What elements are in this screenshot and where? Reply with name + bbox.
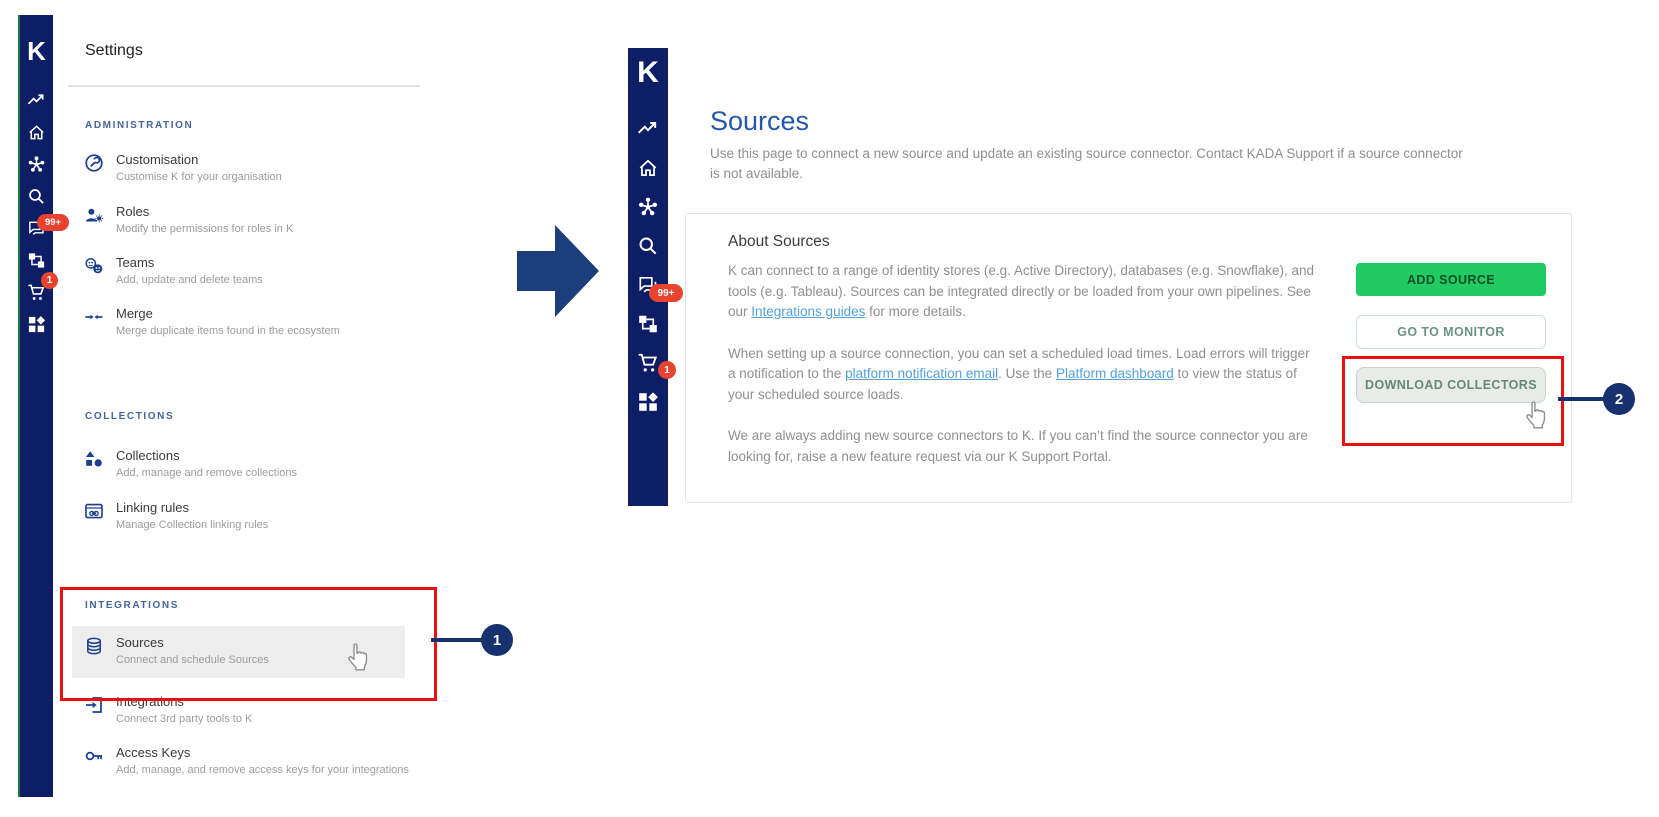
item-subtitle: Connect and schedule Sources [116, 654, 269, 666]
settings-item-access-keys[interactable] [84, 745, 424, 777]
item-title: Merge [116, 306, 153, 321]
cart-count-badge: 1 [658, 361, 676, 379]
about-paragraph-1 [728, 261, 1320, 323]
about-sources-title: About Sources [728, 233, 830, 250]
dashboard-icon [637, 391, 659, 413]
item-subtitle: Merge duplicate items found in the ecosystem [116, 325, 340, 337]
about-sources-body [728, 261, 1320, 488]
nav-trending[interactable] [637, 118, 659, 140]
home-icon [27, 123, 46, 142]
teams-icon [84, 256, 104, 276]
linking-rules-icon [84, 501, 104, 521]
settings-item-linking-rules[interactable] [84, 500, 424, 532]
p1-text-end: for more details. [865, 304, 966, 319]
p2-text: When setting up a source connection, you can set a scheduled load times. Load errors will trigger a notification to the [728, 345, 1310, 381]
p2-text-mid: . Use the [998, 366, 1056, 381]
merge-icon [84, 307, 104, 327]
nav-trending[interactable] [27, 91, 46, 110]
search-icon [637, 235, 659, 257]
chat-notification-badge: 99+ [37, 214, 69, 231]
annotation-connector-step2 [1558, 397, 1606, 401]
access-keys-icon [84, 746, 104, 766]
item-title: Teams [116, 255, 155, 270]
nav-search[interactable] [637, 235, 659, 257]
p1-text: K can connect to a range of identity stores (e.g. Active Directory), databases (e.g. Snowflake), and tools (e.g. Tableau). Sources can be integrated directly or be loaded from your own pipelines. See our [728, 263, 1315, 319]
k-logo: K [637, 56, 659, 89]
right-app-sidebar [628, 48, 668, 506]
about-paragraph-3: We are always adding new source connectors to K. If you can’t find the source connector you are looking for, raise a new feature request via our K Support Portal. [728, 428, 1308, 464]
settings-item-customisation[interactable] [84, 152, 424, 184]
item-title: Roles [116, 204, 150, 219]
item-title: Linking rules [116, 500, 189, 515]
annotation-connector-step1 [431, 638, 483, 642]
nav-cart[interactable] [637, 352, 659, 374]
dashboard-icon [27, 315, 46, 334]
settings-item-collections[interactable] [84, 448, 424, 480]
chat-notification-badge: 99+ [649, 284, 683, 302]
settings-item-roles[interactable] [84, 204, 424, 236]
search-icon [27, 187, 46, 206]
nav-home[interactable] [27, 123, 46, 142]
settings-item-teams[interactable] [84, 255, 424, 287]
item-subtitle: Add, manage, and remove access keys for your integrations [116, 764, 409, 776]
item-subtitle: Add, update and delete teams [116, 274, 263, 286]
about-paragraph-2 [728, 344, 1320, 406]
cart-count-badge: 1 [41, 272, 58, 289]
item-title: Collections [116, 448, 180, 463]
hand-cursor-step1 [344, 640, 372, 672]
sitemap-icon [637, 313, 659, 335]
sitemap-icon [27, 251, 46, 270]
nav-network[interactable] [27, 155, 46, 174]
item-subtitle: Modify the permissions for roles in K [116, 223, 294, 235]
platform-dashboard-link[interactable]: Platform dashboard [1055, 366, 1174, 381]
network-hub-icon [637, 196, 659, 218]
title-divider [68, 85, 420, 87]
collections-icon [84, 449, 104, 469]
transition-arrow-icon [515, 223, 603, 319]
network-hub-icon [27, 155, 46, 174]
home-icon [637, 157, 659, 179]
section-integrations: INTEGRATIONS [85, 600, 180, 611]
item-title: Integrations [116, 694, 184, 709]
item-subtitle: Customise K for your organisation [116, 171, 282, 183]
go-to-monitor-button[interactable]: GO TO MONITOR [1356, 315, 1546, 349]
hand-cursor-step2 [1522, 398, 1550, 430]
annotation-box-step1 [60, 587, 437, 701]
integrations-guides-link[interactable]: Integrations guides [751, 304, 866, 319]
k-logo: K [27, 36, 46, 66]
nav-sitemap[interactable] [27, 251, 46, 270]
sources-page-title: Sources [710, 106, 810, 136]
cart-icon [637, 352, 659, 374]
add-source-button[interactable]: ADD SOURCE [1356, 263, 1546, 296]
download-collectors-button[interactable]: DOWNLOAD COLLECTORS [1356, 367, 1546, 403]
nav-home[interactable] [637, 157, 659, 179]
nav-sitemap[interactable] [637, 313, 659, 335]
trending-up-icon [637, 118, 659, 140]
nav-search[interactable] [27, 187, 46, 206]
settings-page-title: Settings [85, 42, 143, 59]
platform-notification-email-link[interactable]: platform notification email [845, 366, 999, 381]
nav-dashboard[interactable] [637, 391, 659, 413]
item-title: Sources [116, 635, 164, 650]
annotation-badge-step1: 1 [481, 624, 513, 656]
nav-dashboard[interactable] [27, 315, 46, 334]
sources-page-subtitle: Use this page to connect a new source and update an existing source connector. Contact KADA Support if a source connector is not available. [710, 146, 1463, 181]
left-app-sidebar [18, 15, 53, 797]
annotation-badge-step2: 2 [1603, 383, 1635, 415]
customisation-icon [84, 153, 104, 173]
item-title: Access Keys [116, 745, 191, 760]
item-title: Customisation [116, 152, 199, 167]
item-subtitle: Add, manage and remove collections [116, 467, 297, 479]
p2-text-end: to view the status of your scheduled source loads. [728, 366, 1297, 402]
section-administration: ADMINISTRATION [85, 120, 194, 131]
nav-network[interactable] [637, 196, 659, 218]
section-collections: COLLECTIONS [85, 411, 175, 422]
item-subtitle: Manage Collection linking rules [116, 519, 269, 531]
settings-item-merge[interactable] [84, 306, 424, 338]
trending-up-icon [27, 91, 46, 110]
roles-icon [84, 205, 104, 225]
item-subtitle: Connect 3rd party tools to K [116, 713, 253, 725]
